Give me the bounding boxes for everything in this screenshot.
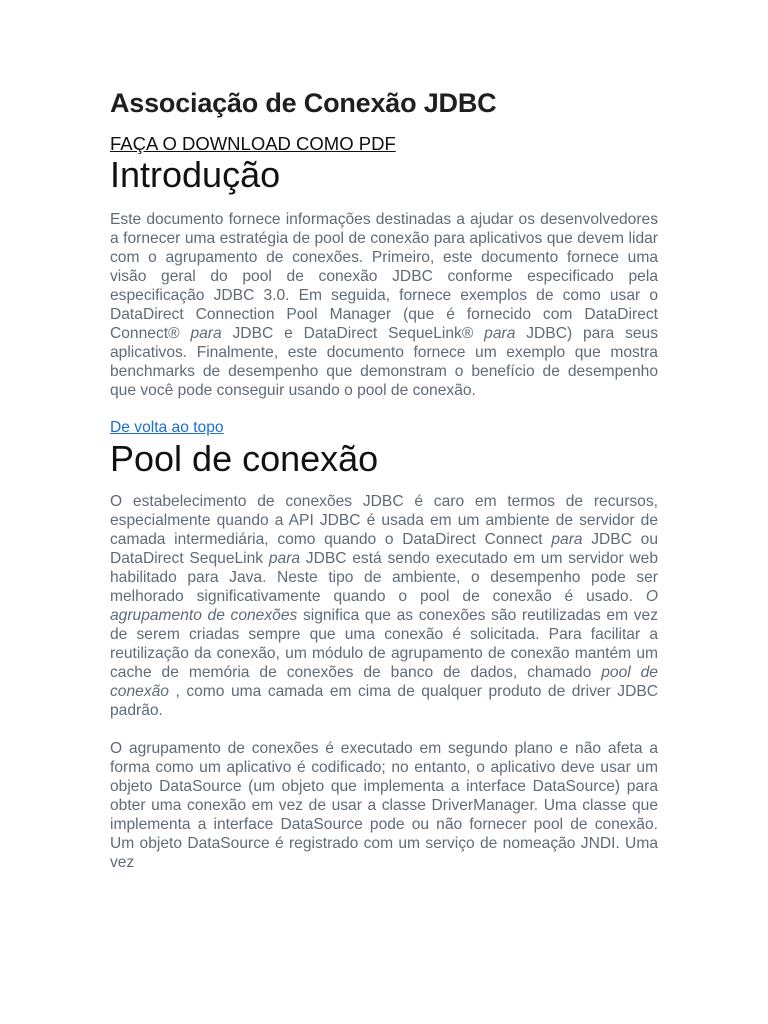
document-title: Associação de Conexão JDBC	[110, 88, 497, 118]
intro-paragraph	[110, 210, 658, 400]
text-run: significa que as conexões são reutilizadas em vez de serem criadas sempre que uma conexão é solicitada. Para facilitar a reutilização da conexão, um módulo de agrupamento de conexão mantém um cache de memória de conexões de banco de dados, chamado	[110, 607, 658, 681]
back-to-top-link[interactable]: De volta ao topo	[110, 419, 224, 436]
text-run: O agrupamento de conexões é executado em segundo plano e não afeta a forma como um aplicativo é codificado; no entanto, o aplicativo deve usar um objeto DataSource (um objeto que implementa a interface DataSource) para obter uma conexão em vez de usar a classe DriverManager. Uma classe que implementa a interface DataSource pode ou não fornecer pool de conexão. Um objeto DataSource é registrado com um serviço de nomeação JNDI. Uma vez	[110, 740, 658, 871]
download-pdf-link[interactable]: FAÇA O DOWNLOAD COMO PDF	[110, 133, 396, 154]
text-run: O estabelecimento de conexões JDBC é caro em termos de recursos, especialmente quando a API JDBC é usada em um ambiente de servidor de camada intermediária, como quando o DataDirect Connect	[110, 493, 658, 548]
italic-text-run: para	[551, 531, 583, 548]
pool-paragraph-2	[110, 739, 658, 872]
italic-text-run: para	[190, 325, 222, 342]
text-run: Este documento fornece informações destinadas a ajudar os desenvolvedores a fornecer uma estratégia de pool de conexão para aplicativos que devem lidar com o agrupamento de conexões. Primeiro, este documento fornece uma visão geral do pool de conexão JDBC conforme especificado pela especificação JDBC 3.0. Em seguida, fornece exemplos de como usar o DataDirect Connection Pool Manager (que é fornecido com DataDirect Connect®	[110, 211, 658, 342]
italic-text-run: O agrupamento de conexões	[110, 588, 658, 624]
pool-paragraph-1	[110, 492, 658, 720]
document-page	[110, 86, 658, 872]
text-run: JDBC ou DataDirect SequeLink	[110, 531, 659, 567]
text-run: JDBC está sendo executado em um servidor web habilitado para Java. Neste tipo de ambiente, o desempenho pode ser melhorado significativamente quando o pool de conexão é usado.	[110, 550, 658, 605]
italic-text-run: para	[484, 325, 516, 342]
intro-heading: Introdução	[110, 154, 281, 195]
text-run: JDBC e DataDirect SequeLink®	[221, 325, 485, 342]
text-run: JDBC) para seus aplicativos. Finalmente, este documento fornece um exemplo que mostra benchmarks de desempenho que demonstram o benefício de desempenho que você pode conseguir usando o pool de conexão.	[110, 325, 659, 399]
italic-text-run: pool de conexão	[110, 664, 658, 700]
text-run: , como uma camada em cima de qualquer produto de driver JDBC padrão.	[110, 683, 658, 719]
pool-heading: Pool de conexão	[110, 438, 379, 479]
italic-text-run: para	[268, 550, 301, 567]
